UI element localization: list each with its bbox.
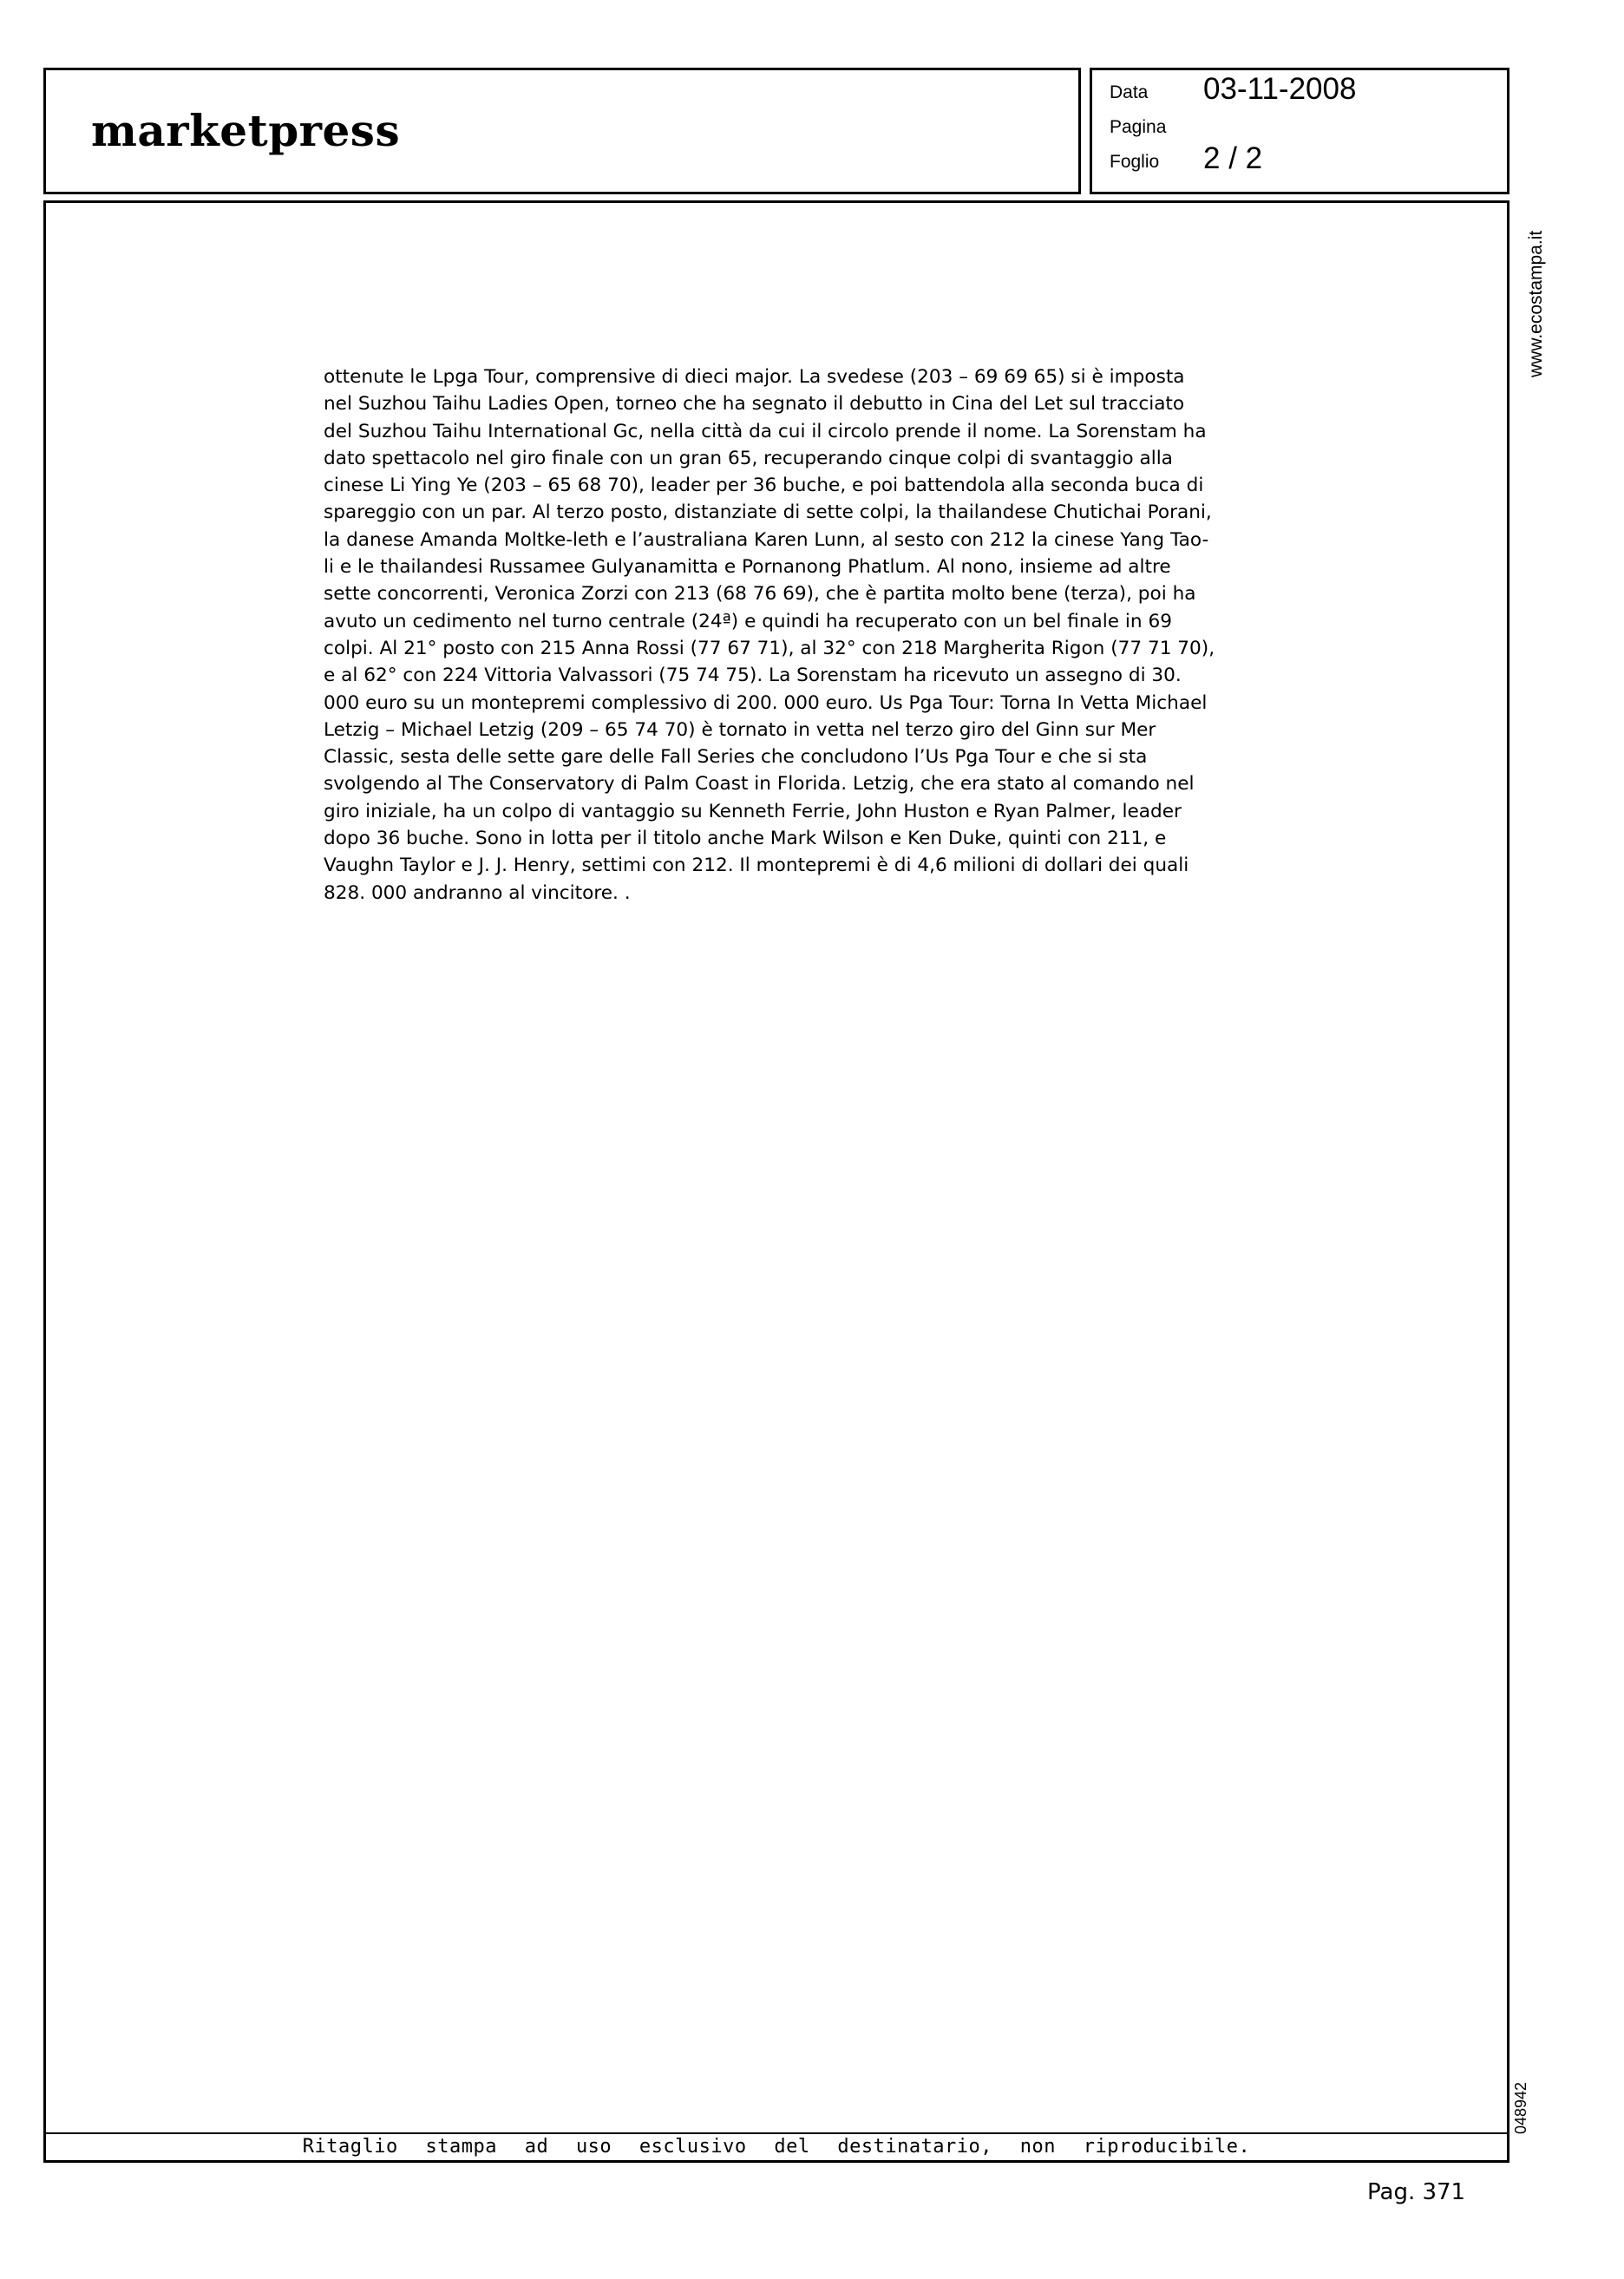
clipping-frame — [43, 200, 1509, 2163]
disclaimer-text: Ritaglio stampa ad uso esclusivo del destinatario, non riproducibile. — [302, 2136, 1251, 2158]
article-line: ottenute le Lpga Tour, comprensive di dieci major. La svedese (203 – 69 69 65) si è imposta — [324, 366, 1185, 388]
article-line: Vaughn Taylor e J. J. Henry, settimi con 212. Il montepremi è di 4,6 milioni di dollari dei quali — [324, 855, 1189, 877]
article-line: cinese Li Ying Ye (203 – 65 68 70), leader per 36 buche, e poi battendola alla seconda buca di — [324, 475, 1204, 497]
article-line: la danese Amanda Moltke-leth e l’australiana Karen Lunn, al sesto con 212 la cinese Yang Tao- — [324, 528, 1209, 551]
foglio-value: 2 / 2 — [1203, 141, 1263, 175]
article-line: del Suzhou Taihu International Gc, nella città da cui il circolo prende il nome. La Sorenstam ha — [324, 420, 1207, 442]
article-line: svolgendo al The Conservatory di Palm Coast in Florida. Letzig, che era stato al comando nel — [324, 773, 1195, 796]
article-line: avuto un cedimento nel turno centrale (24ª) e quindi ha recuperato con un bel finale in 69 — [324, 610, 1172, 632]
foglio-label: Foglio — [1110, 152, 1160, 172]
masthead-title: marketpress — [91, 105, 401, 156]
article-line: dopo 36 buche. Sono in lotta per il titolo anche Mark Wilson e Ken Duke, quinti con 211, e — [324, 828, 1167, 850]
article-line: Letzig – Michael Letzig (209 – 65 74 70) è tornato in vetta nel terzo giro del Ginn sur Mer — [324, 718, 1156, 741]
article-line: spareggio con un par. Al terzo posto, distanziate di sette colpi, la thailandese Chutichai Porani, — [324, 501, 1212, 524]
article-line: colpi. Al 21° posto con 215 Anna Rossi (77 67 71), al 32° con 218 Margherita Rigon (77 71 70), — [324, 637, 1215, 659]
article-line: li e le thailandesi Russamee Gulyanamitta e Pornanong Phatlum. Al nono, insieme ad altre — [324, 556, 1171, 579]
page-number: Pag. 371 — [1367, 2179, 1466, 2205]
article-line: Classic, sesta delle sette gare delle Fall Series che concludono l’Us Pga Tour e che si sta — [324, 746, 1148, 769]
side-url-text: www.ecostampa.it — [1526, 230, 1546, 377]
article-line: e al 62° con 224 Vittoria Valvassori (75 74 75). La Sorenstam ha ricevuto un assegno di 30. — [324, 665, 1182, 687]
footer-divider — [46, 2132, 1507, 2134]
data-label: Data — [1110, 82, 1149, 102]
data-value: 03-11-2008 — [1203, 72, 1357, 106]
article-line: 000 euro su un montepremi complessivo di 200. 000 euro. Us Pga Tour: Torna In Vetta Michael — [324, 691, 1208, 714]
metadata-box — [1090, 68, 1509, 194]
side-code-text: 048942 — [1512, 2081, 1529, 2134]
article-line: dato spettacolo nel giro finale con un gran 65, recuperando cinque colpi di svantaggio alla — [324, 447, 1173, 469]
article-line: 828. 000 andranno al vincitore. . — [324, 881, 631, 904]
pagina-label: Pagina — [1110, 117, 1167, 137]
article-line: nel Suzhou Taihu Ladies Open, torneo che ha segnato il debutto in Cina del Let sul tracciato — [324, 393, 1185, 416]
masthead-box — [43, 68, 1081, 194]
article-line: sette concorrenti, Veronica Zorzi con 213 (68 76 69), che è partita molto bene (terza), poi ha — [324, 583, 1196, 606]
article-line: giro iniziale, ha un colpo di vantaggio su Kenneth Ferrie, John Huston e Ryan Palmer, leader — [324, 800, 1182, 822]
article-body — [324, 363, 1269, 907]
